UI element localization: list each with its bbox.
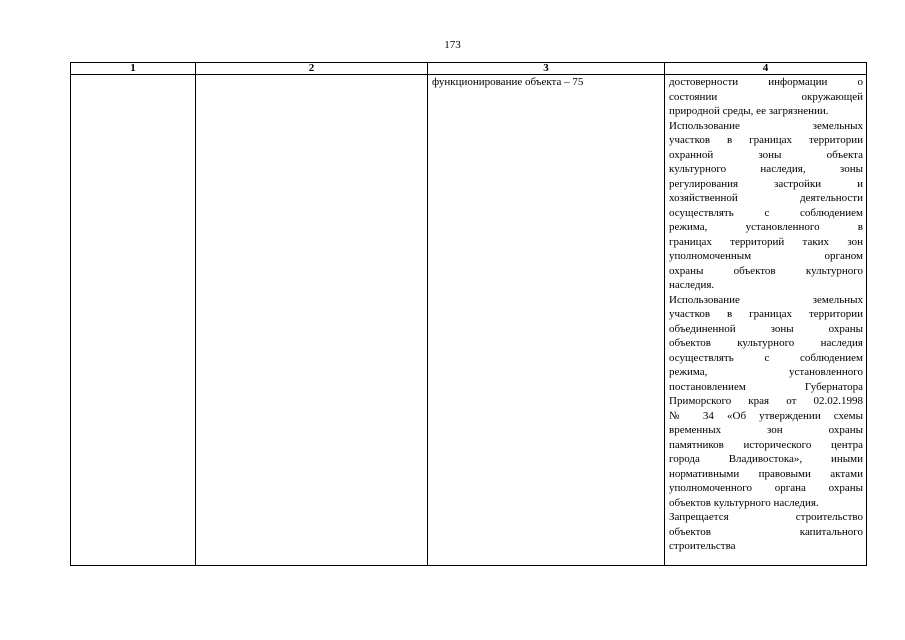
page-number: 173 bbox=[444, 39, 461, 51]
cell-col-4-line: природной среды, ее загрязнении. bbox=[669, 105, 829, 117]
cell-col-4-line: объектов капитального bbox=[669, 525, 863, 538]
cell-col-4-line: объединенной зоны охраны bbox=[669, 322, 863, 335]
cell-col-4-line: нормативными правовыми актами bbox=[669, 467, 863, 480]
cell-col-4-line: Запрещается строительство bbox=[669, 511, 863, 523]
cell-col-4-line: режима, установленного bbox=[669, 366, 863, 378]
cell-col-4-line: уполномоченного органа охраны bbox=[669, 482, 863, 494]
cell-col-4-line: участков в границах территории bbox=[669, 308, 863, 320]
cell-col-4-line: Использование земельных bbox=[669, 119, 863, 132]
cell-col-4-line: города Владивостока», иными bbox=[669, 453, 863, 465]
cell-col-2 bbox=[196, 75, 428, 566]
table-row bbox=[71, 75, 867, 566]
cell-col-4-line: культурного наследия, зоны bbox=[669, 163, 863, 175]
cell-col-4-line: Приморского края от 02.02.1998 bbox=[669, 395, 863, 407]
cell-col-4-line: режима, установленного в bbox=[669, 221, 863, 233]
cell-col-4-line: состоянии окружающей bbox=[669, 90, 863, 103]
column-header-2: 2 bbox=[196, 63, 428, 75]
cell-col-1 bbox=[71, 75, 196, 566]
column-header-4: 4 bbox=[665, 63, 867, 75]
cell-col-4-line: границах территорий таких зон bbox=[669, 235, 863, 248]
cell-col-4-line: объектов культурного наследия bbox=[669, 337, 863, 349]
cell-col-4-text bbox=[669, 75, 863, 554]
cell-col-4-line: осуществлять с соблюдением bbox=[669, 206, 863, 219]
cell-col-4-line: охраны объектов культурного bbox=[669, 264, 863, 277]
cell-col-4-line: осуществлять с соблюдением bbox=[669, 351, 863, 364]
cell-col-4-line: № 34 «Об утверждении схемы bbox=[669, 409, 863, 422]
cell-col-4-line: строительства bbox=[669, 540, 736, 552]
column-header-1: 1 bbox=[71, 63, 196, 75]
cell-col-4-line: охранной зоны объекта bbox=[669, 148, 863, 161]
cell-col-4-line: хозяйственной деятельности bbox=[669, 192, 863, 204]
cell-col-4-line: постановлением Губернатора bbox=[669, 380, 863, 393]
cell-col-4-line: памятников исторического центра bbox=[669, 438, 863, 451]
cell-col-4-line: временных зон охраны bbox=[669, 424, 863, 436]
cell-col-4-line: наследия. bbox=[669, 279, 715, 291]
cell-col-3: функционирование объекта – 75 bbox=[428, 75, 665, 566]
regulation-table bbox=[70, 62, 867, 566]
cell-col-4-line: Использование земельных bbox=[669, 293, 863, 306]
cell-col-4-line: участков в границах территории bbox=[669, 134, 863, 146]
cell-col-4-line: уполномоченным органом bbox=[669, 250, 863, 262]
table-header-row bbox=[71, 63, 867, 75]
column-header-3: 3 bbox=[428, 63, 665, 75]
cell-col-4-line: достоверности информации о bbox=[669, 76, 863, 88]
cell-col-4 bbox=[665, 75, 867, 566]
cell-col-4-line: регулирования застройки и bbox=[669, 177, 863, 190]
cell-col-4-line: объектов культурного наследия. bbox=[669, 496, 819, 509]
